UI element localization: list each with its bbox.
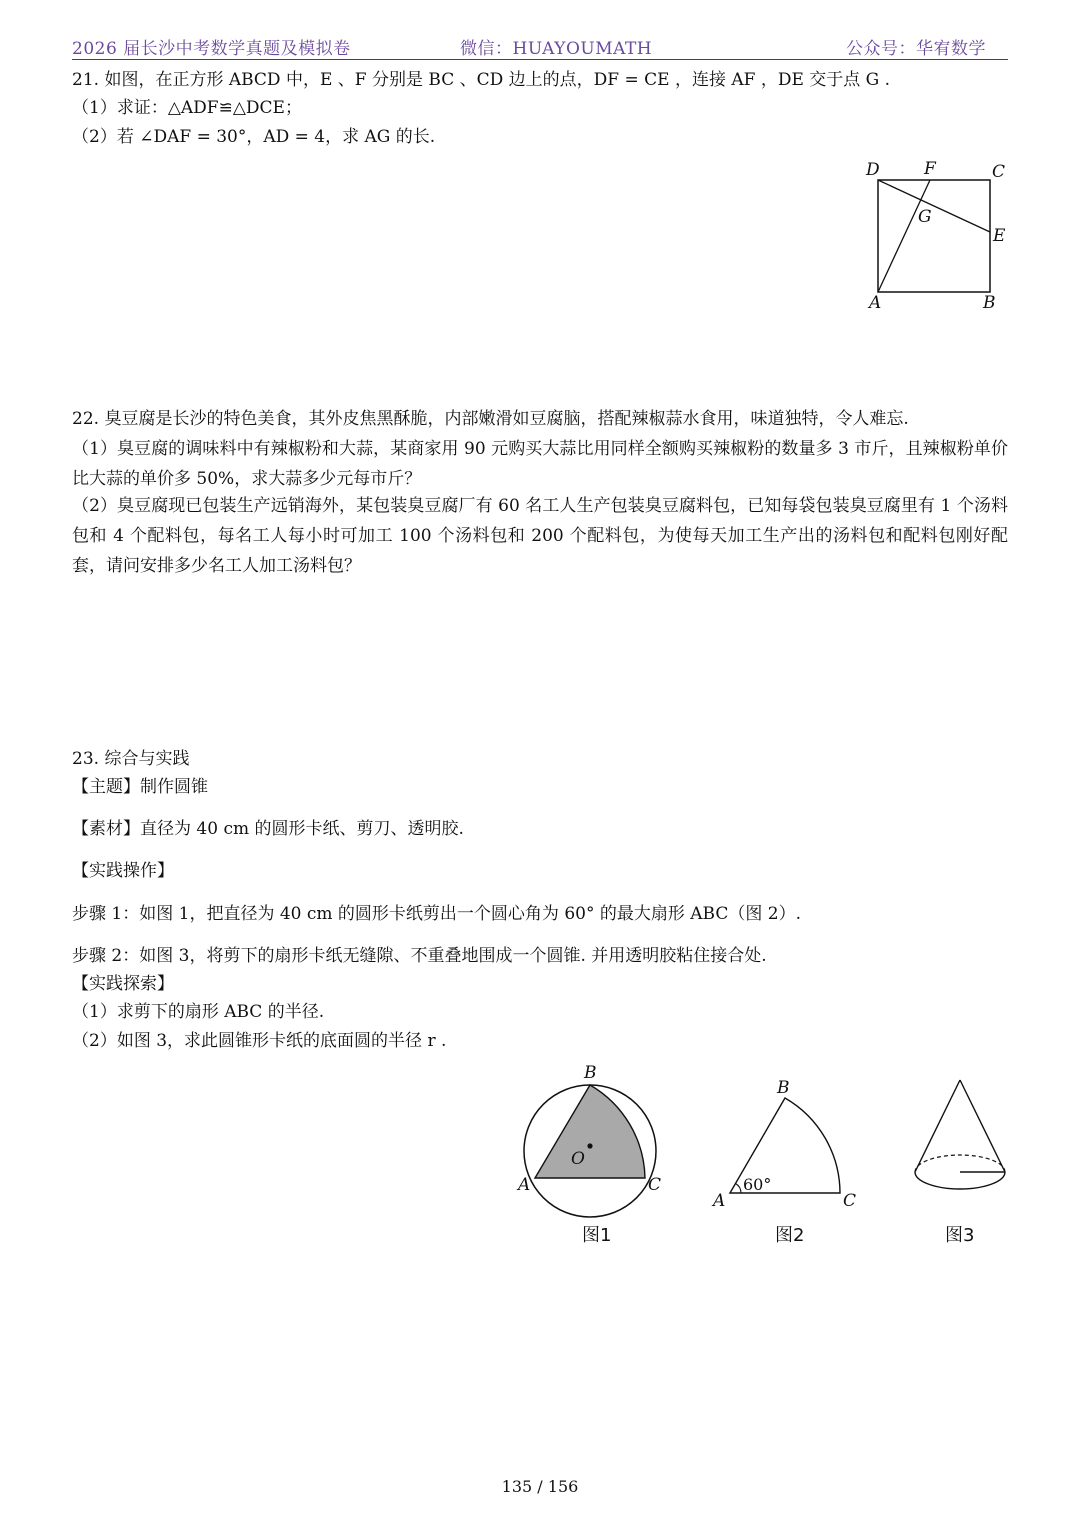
segment-de <box>878 180 990 232</box>
fig2-caption: 图2 <box>775 1225 805 1246</box>
q23-material: 【素材】直径为 40 cm 的圆形卡纸、剪刀、透明胶. <box>72 819 464 839</box>
q23-operation-heading: 【实践操作】 <box>72 861 174 881</box>
segment-af <box>878 180 930 292</box>
label-f: F <box>924 159 936 179</box>
label-e: E <box>993 226 1006 246</box>
q23-part1: （1）求剪下的扇形 ABC 的半径. <box>72 1002 325 1022</box>
fig2-label-a: A <box>713 1191 726 1211</box>
fig2-angle-label: 60° <box>743 1175 772 1194</box>
q23-step2: 步骤 2：如图 3，将剪下的扇形卡纸无缝隙、不重叠地围成一个圆锥. 并用透明胶粘住接合处. <box>72 946 767 966</box>
cone-base-front <box>915 1172 1005 1189</box>
q23-step1: 步骤 1：如图 1，把直径为 40 cm 的圆形卡纸剪出一个圆心角为 60° 的最大扇形 ABC（图 2）. <box>72 904 801 924</box>
cone-right-edge <box>960 1080 1005 1172</box>
fig1-label-c: C <box>648 1175 662 1195</box>
q23-figure-2 <box>705 1075 865 1250</box>
q21-square-figure <box>860 155 1020 315</box>
center-point-o <box>587 1143 592 1148</box>
header-account: 公众号：华宥数学 <box>846 39 986 59</box>
q23-explore-heading: 【实践探索】 <box>72 974 174 994</box>
label-g: G <box>918 207 932 227</box>
shaded-sector-abc <box>535 1085 645 1178</box>
angle-arc <box>736 1184 742 1194</box>
label-c: C <box>992 162 1006 182</box>
fig1-label-a: A <box>518 1175 531 1195</box>
fig3-caption: 图3 <box>945 1225 975 1246</box>
page-number: 135 / 156 <box>501 1477 579 1496</box>
q21-part1: （1）求证：△ADF≌△DCE； <box>72 98 302 118</box>
fig2-label-b: B <box>777 1078 790 1098</box>
q23-figure-1 <box>510 1060 680 1250</box>
q21-part2: （2）若 ∠DAF = 30°，AD = 4，求 AG 的长. <box>72 127 436 147</box>
q22-part2: （2）臭豆腐现已包装生产远销海外，某包装臭豆腐厂有 60 名工人生产包装臭豆腐料包，已知每袋包装臭豆腐里有 1 个汤料包和 4 个配料包，每名工人每小时可加工 100 个汤料包和 200 个配料包，为使每天加工生产出的汤料包和配料包刚好配套，请问安排多少名工人加工汤料包？ <box>72 496 1008 576</box>
q22-stem: 22. 臭豆腐是长沙的特色美食，其外皮焦黑酥脆，内部嫩滑如豆腐脑，搭配辣椒蒜水食用，味道独特，令人难忘. <box>72 409 909 429</box>
q23-title: 23. 综合与实践 <box>72 749 190 769</box>
header-divider <box>72 59 1008 60</box>
square-abcd <box>878 180 990 292</box>
label-a: A <box>869 293 882 313</box>
q21-stem: 21. 如图，在正方形 ABCD 中，E 、F 分别是 BC 、CD 边上的点，DF = CE ，连接 AF ，DE 交于点 G . <box>72 70 891 90</box>
cone-base-back <box>915 1155 1005 1172</box>
header-title: 2026 届长沙中考数学真题及模拟卷 <box>72 39 351 59</box>
q23-part2: （2）如图 3，求此圆锥形卡纸的底面圆的半径 r . <box>72 1031 447 1051</box>
q23-theme: 【主题】制作圆锥 <box>72 777 208 797</box>
fig1-caption: 图1 <box>582 1225 612 1246</box>
label-d: D <box>866 160 880 180</box>
header-wechat: 微信：HUAYOUMATH <box>460 39 653 59</box>
cone-left-edge <box>915 1080 960 1172</box>
q22-part1: （1）臭豆腐的调味料中有辣椒粉和大蒜，某商家用 90 元购买大蒜比用同样全额购买辣椒粉的数量多 3 市斤，且辣椒粉单价比大蒜的单价多 50%，求大蒜多少元每市斤？ <box>72 439 1008 489</box>
fig1-label-b: B <box>584 1063 597 1083</box>
fig2-label-c: C <box>843 1191 857 1211</box>
q23-figure-3 <box>905 1070 1015 1250</box>
label-b: B <box>983 293 996 313</box>
fig1-label-o: O <box>571 1149 585 1169</box>
